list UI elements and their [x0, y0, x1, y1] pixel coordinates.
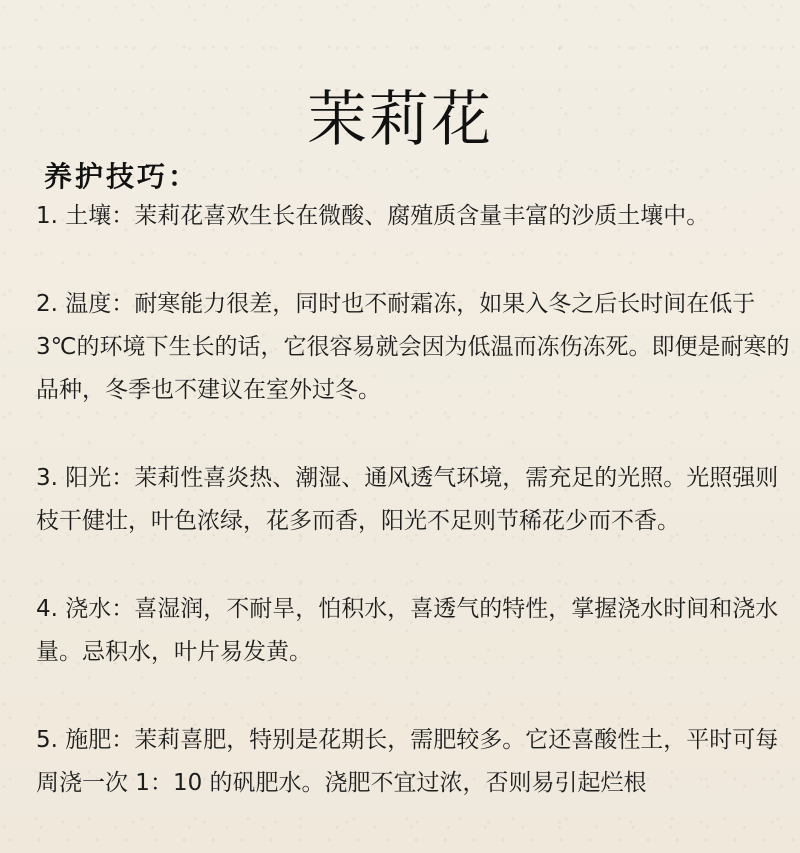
section-heading: 养护技巧：: [44, 160, 200, 194]
page-title: 茉莉花: [307, 85, 493, 156]
tip-fertilizing: 5. 施肥：茉莉喜肥，特别是花期长，需肥较多。它还喜酸性土，平时可每周浇一次 1：10 的矾肥水。浇肥不宜过浓，否则易引起烂根: [36, 727, 779, 796]
tip-temperature: 2. 温度：耐寒能力很差，同时也不耐霜冻，如果入冬之后长时间在低于 3℃的环境下生长的话，它很容易就会因为低温而冻伤冻死。即便是耐寒的品种，冬季也不建议在室外过冬。: [36, 291, 790, 403]
tip-sunlight: 3. 阳光：茉莉性喜炎热、潮湿、通风透气环境，需充足的光照。光照强则枝干健壮，叶色浓绿，花多而香，阳光不足则节稀花少而不香。: [36, 465, 779, 534]
care-tips-list: [36, 195, 790, 805]
tip-watering: 4. 浇水：喜湿润，不耐旱，怕积水，喜透气的特性，掌握浇水时间和浇水量。忌积水，叶片易发黄。: [36, 596, 779, 665]
tip-soil: 1. 土壤：茉莉花喜欢生长在微酸、腐殖质含量丰富的沙质土壤中。: [36, 203, 710, 229]
